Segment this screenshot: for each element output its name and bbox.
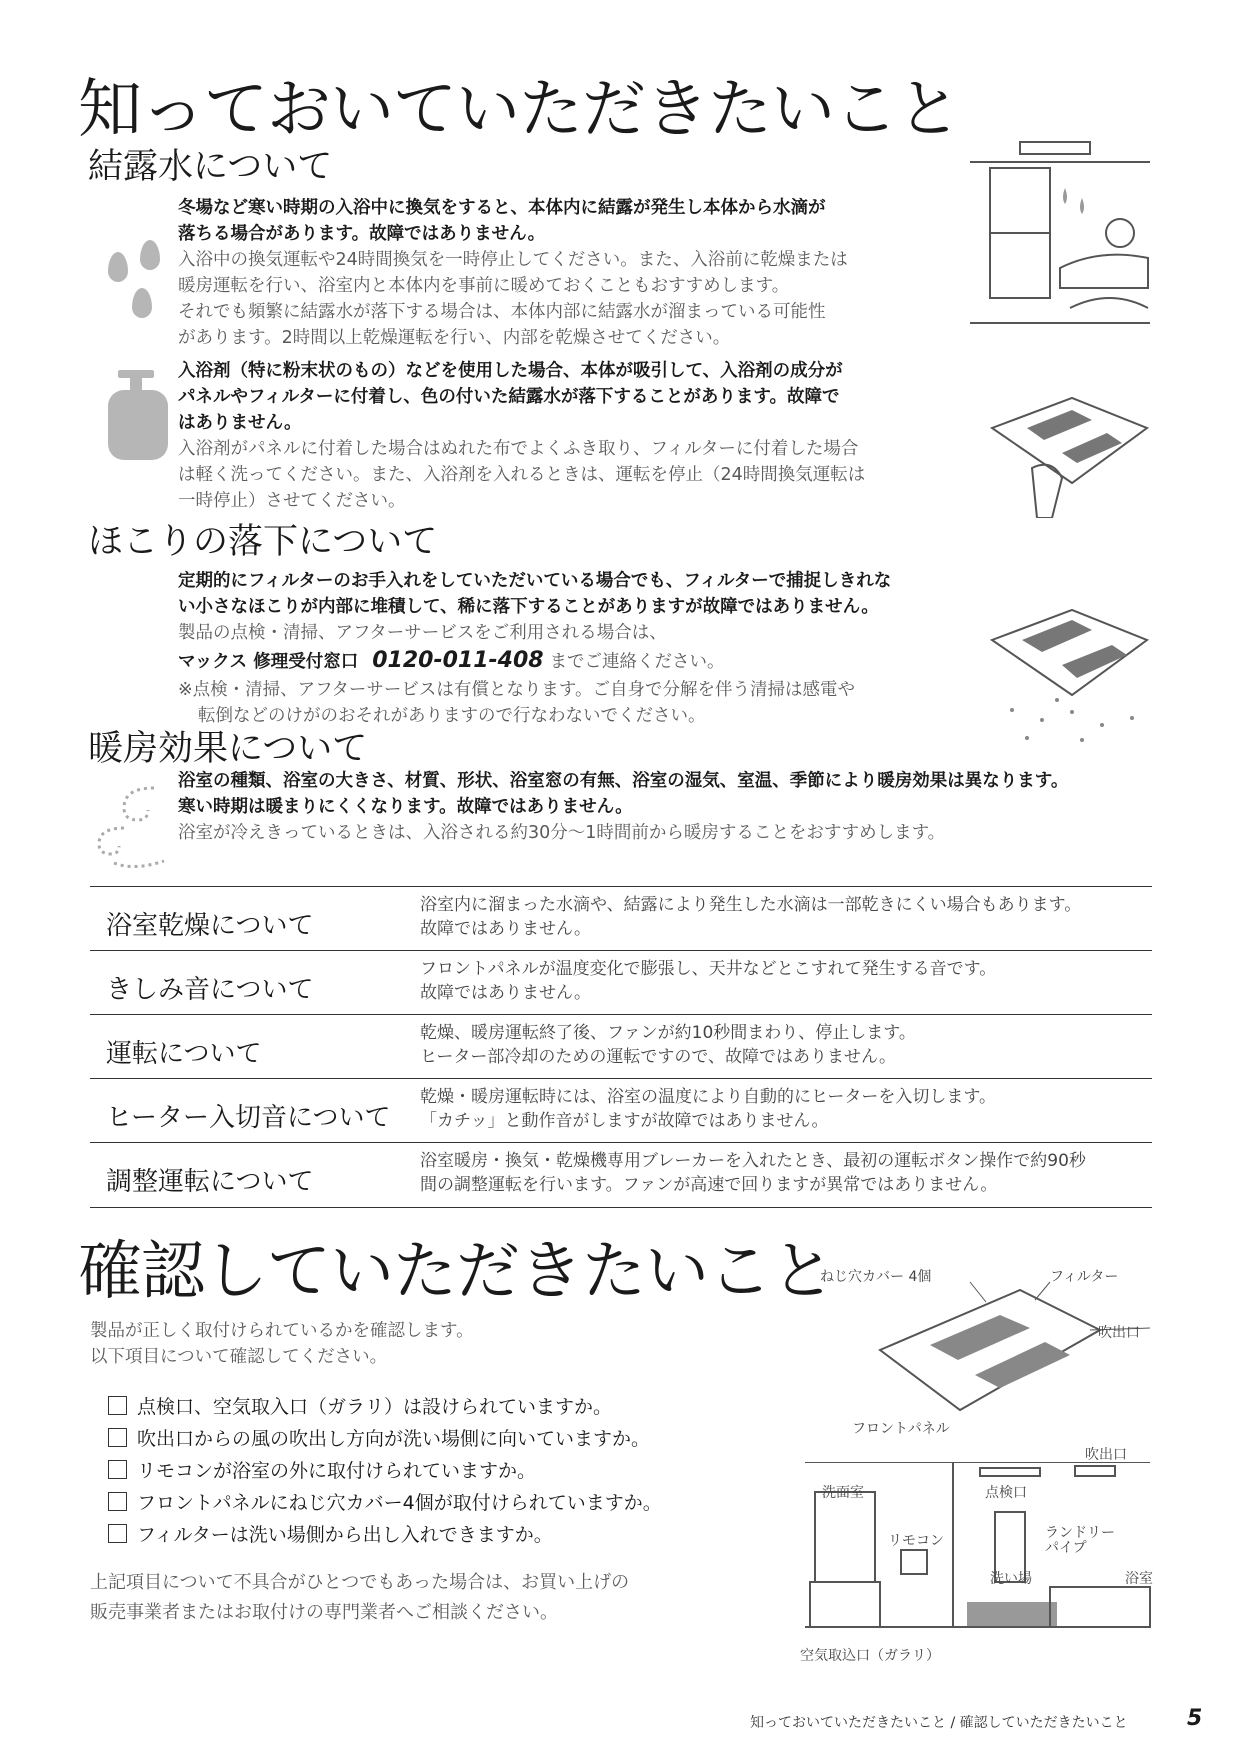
label-inspection: 点検口 — [985, 1485, 1027, 1501]
checklist-item[interactable] — [108, 1424, 650, 1451]
contact-name: マックス 修理受付窓口 — [178, 652, 359, 672]
row-label: 運転について — [106, 1039, 262, 1069]
page-number: 5 — [1187, 1706, 1203, 1731]
checklist-item[interactable] — [108, 1456, 536, 1483]
text-line: 製品の点検・清掃、アフターサービスをご利用される場合は、 — [178, 623, 667, 643]
dust-falling-illustration — [982, 600, 1152, 750]
row-line: 浴室内に溜まった水滴や、結露により発生した水滴は一部乾きにくい場合もあります。 — [420, 895, 1082, 915]
label-washroom: 洗面室 — [822, 1485, 864, 1501]
text-line: 入浴中の換気運転や24時間換気を一時停止してください。また、入浴前に乾燥または — [178, 250, 848, 270]
text-line: 製品が正しく取付けられているかを確認します。 — [90, 1321, 474, 1341]
text-line: パネルやフィルターに付着し、色の付いた結露水が落下することがあります。故障で — [178, 387, 840, 407]
table-row — [90, 950, 1152, 1015]
row-label: 浴室乾燥について — [106, 911, 314, 941]
condensation-paragraph-2 — [178, 358, 865, 514]
phone-number: 0120-011-408 — [372, 648, 544, 673]
text-line: それでも頻繁に結露水が落下する場合は、本体内部に結露水が溜まっている可能性 — [178, 302, 826, 322]
checklist-label: フィルターは洗い場側から出し入れできますか。 — [137, 1524, 553, 1546]
checklist-label: 点検口、空気取入口（ガラリ）は設けられていますか。 — [137, 1396, 613, 1418]
text-line: 浴室が冷えきっているときは、入浴される約30分～1時間前から暖房することをおすすめします。 — [178, 823, 946, 843]
row-label: きしみ音について — [106, 975, 314, 1005]
label-front-panel: フロントパネル — [852, 1421, 950, 1437]
heating-paragraph — [178, 768, 1068, 846]
condensation-heading: 結露水について — [88, 147, 333, 187]
row-line: 故障ではありません。 — [420, 919, 592, 939]
row-line: 故障ではありません。 — [420, 983, 592, 1003]
text-line: 落ちる場合があります。故障ではありません。 — [178, 224, 546, 244]
checkbox[interactable] — [108, 1524, 127, 1543]
label-line: ランドリー — [1045, 1525, 1115, 1541]
dust-paragraph — [178, 568, 891, 729]
text-line: 冬場など寒い時期の入浴中に換気をすると、本体内に結露が発生し本体から水滴が — [178, 198, 826, 218]
water-drop-icon — [108, 252, 128, 282]
table-row — [90, 1078, 1152, 1143]
water-drop-icon — [140, 240, 160, 270]
text-line: 転倒などのけがのおそれがありますので行なわないでください。 — [198, 706, 706, 726]
text-line: 浴室の種類、浴室の大きさ、材質、形状、浴室窓の有無、浴室の湿気、室温、季節により暖房効果は異なります。 — [178, 771, 1069, 791]
page-title: 知っておいていただきたいこと — [78, 73, 960, 147]
label-wash-area: 洗い場 — [990, 1571, 1032, 1587]
text-line: 上記項目について不具合がひとつでもあった場合は、お買い上げの — [90, 1572, 630, 1593]
row-label: ヒーター入切音について — [106, 1103, 391, 1133]
text-line: ※点検・清掃、アフターサービスは有償となります。ご自身で分解を伴う清掃は感電や — [178, 680, 856, 700]
check-intro — [90, 1318, 474, 1370]
text-line: 定期的にフィルターのお手入れをしていただいている場合でも、フィルターで捕捉しきれな — [178, 571, 892, 591]
text-line: 一時停止）させてください。 — [178, 491, 406, 511]
checkbox[interactable] — [108, 1428, 127, 1447]
checklist-label: リモコンが浴室の外に取付けられていますか。 — [137, 1460, 537, 1482]
bathroom-condensation-illustration — [970, 138, 1150, 338]
text-line: い小さなほこりが内部に堆積して、稀に落下することがありますが故障ではありません。 — [178, 597, 879, 617]
text-line: 寒い時期は暖まりにくくなります。故障ではありません。 — [178, 797, 633, 817]
checkbox[interactable] — [108, 1460, 127, 1479]
label-line: パイプ — [1045, 1540, 1087, 1556]
label-laundry-pipe — [1045, 1526, 1115, 1556]
water-drop-icon — [132, 288, 152, 318]
service-contact-line — [178, 646, 891, 677]
text-line: 以下項目について確認してください。 — [90, 1347, 388, 1367]
label-remote: リモコン — [888, 1533, 944, 1549]
footer-text: 知っておいていただきたいこと / 確認していただきたいこと — [750, 1715, 1128, 1731]
row-line: 浴室暖房・換気・乾燥機専用ブレーカーを入れたとき、最初の運転ボタン操作で約90秒 — [420, 1151, 1086, 1171]
row-line: ヒーター部冷却のための運転ですので、故障ではありません。 — [420, 1047, 896, 1067]
checklist-label: 吹出口からの風の吹出し方向が洗い場側に向いていますか。 — [137, 1428, 651, 1450]
dust-heading: ほこりの落下について — [88, 522, 438, 562]
checkbox[interactable] — [108, 1492, 127, 1511]
bottle-icon — [102, 362, 174, 462]
label-air-inlet: 空気取込口（ガラリ） — [800, 1648, 940, 1664]
row-line: 「カチッ」と動作音がしますが故障ではありません。 — [420, 1111, 829, 1131]
table-row — [90, 1142, 1152, 1208]
unit-diagram — [860, 1270, 1160, 1440]
row-line: 間の調整運転を行います。ファンが高速で回りますが異常ではありません。 — [420, 1175, 998, 1195]
condensation-paragraph-1 — [178, 195, 848, 351]
checkbox[interactable] — [108, 1396, 127, 1415]
label-filter: フィルター — [1050, 1269, 1119, 1285]
label-screw-cover: ねじ穴カバー 4個 — [820, 1269, 932, 1285]
text-line: 入浴剤がパネルに付着した場合はぬれた布でよくふき取り、フィルターに付着した場合 — [178, 439, 859, 459]
text-line: 暖房運転を行い、浴室内と本体内を事前に暖めておくこともおすすめします。 — [178, 276, 790, 296]
row-line: フロントパネルが温度変化で膨張し、天井などとこすれて発生する音です。 — [420, 959, 997, 979]
table-row — [90, 886, 1152, 951]
text-line: はありません。 — [178, 413, 302, 433]
label-outlet: 吹出口 — [1098, 1325, 1140, 1341]
heating-heading: 暖房効果について — [88, 729, 368, 769]
text-line: は軽く洗ってください。また、入浴剤を入れるときは、運転を停止（24時間換気運転は — [178, 465, 866, 485]
table-row — [90, 1014, 1152, 1079]
label-bathroom: 浴室 — [1125, 1571, 1153, 1587]
row-line: 乾燥、暖房運転終了後、ファンが約10秒間まわり、停止します。 — [420, 1023, 916, 1043]
checklist-item[interactable] — [108, 1520, 553, 1547]
checklist-label: フロントパネルにねじ穴カバー4個が取付けられていますか。 — [137, 1492, 662, 1514]
closing-note — [90, 1568, 629, 1628]
text-line: があります。2時間以上乾燥運転を行い、内部を乾燥させてください。 — [178, 328, 731, 348]
row-label: 調整運転について — [106, 1167, 314, 1197]
label-room-outlet: 吹出口 — [1085, 1447, 1127, 1463]
text-line: 販売事業者またはお取付けの専門業者へご相談ください。 — [90, 1602, 558, 1623]
checklist-item[interactable] — [108, 1488, 662, 1515]
contact-suffix: までご連絡ください。 — [549, 652, 725, 672]
check-title: 確認していただきたいこと — [78, 1235, 834, 1309]
panel-wiping-illustration — [982, 388, 1152, 518]
text-line: 入浴剤（特に粉末状のもの）などを使用した場合、本体が吸引して、入浴剤の成分が — [178, 361, 843, 381]
checklist-item[interactable] — [108, 1392, 612, 1419]
warm-air-swirl-icon — [94, 778, 172, 870]
row-line: 乾燥・暖房運転時には、浴室の温度により自動的にヒーターを入切します。 — [420, 1087, 996, 1107]
